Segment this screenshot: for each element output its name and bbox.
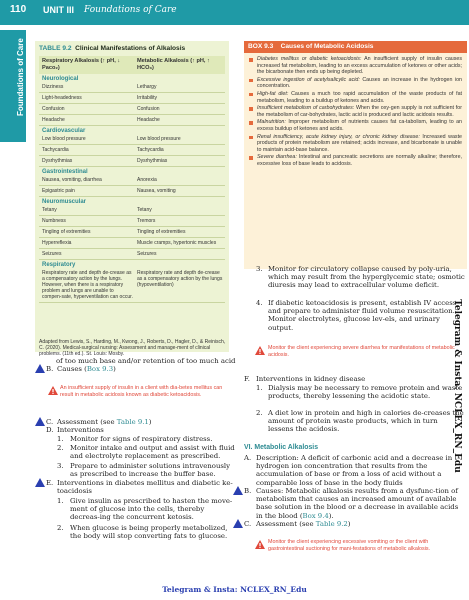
- bullet-icon: [249, 156, 253, 160]
- list-item-term: Insufficient metabolism of carbohydrates:: [257, 105, 355, 112]
- table-row: [39, 175, 225, 186]
- list-item-term: Severe diarrhea:: [257, 154, 297, 161]
- alert-vomiting: Monitor the client experiencing excessive vomiting or the client with gastrointestinal suctioning for mani-festations of metabolic alkalosis.: [268, 539, 431, 552]
- box-label: BOX 9.3: [248, 43, 274, 50]
- table-section-heading: Respiratory: [42, 262, 76, 268]
- table-row: [39, 156, 225, 167]
- table-cell: Headache: [42, 117, 65, 123]
- list-item-text: Causes an increase in the hydrogen ion concentration.: [257, 76, 462, 90]
- table-cell: Irritability: [137, 95, 158, 101]
- table-header-row: [39, 56, 225, 74]
- table-section-heading: Neurological: [42, 76, 79, 82]
- table-row: [39, 82, 225, 93]
- warning-triangle-icon: [35, 364, 45, 373]
- table-cell: Tetany: [137, 207, 152, 213]
- table-cell: Epigastric pain: [42, 188, 75, 194]
- table-cell: Lethargy: [137, 84, 157, 90]
- paragraph-intro: of too much base and/or retention of too much acid: [56, 357, 236, 365]
- table-section-heading: Neuromuscular: [42, 199, 87, 205]
- bullet-icon: [249, 58, 253, 62]
- list-item-text: Increased waste products of protein metabolism are retained; acids increase, and bicarbonate is unable to maintain acid-base balance.: [257, 133, 462, 153]
- table-cell: Dysrhythmias: [137, 158, 168, 164]
- table-row: [39, 227, 225, 238]
- alert-icon: [255, 346, 265, 355]
- table-section-heading: Gastrointestinal: [42, 169, 88, 175]
- bullet-icon: [249, 121, 253, 125]
- list-item-term: Malnutrition:: [257, 119, 286, 126]
- table-row: [39, 134, 225, 145]
- list-item-text: An insufficient supply of insulin causes increased fat metabolism, leading to an excess accumulation of ketones or other acids; the bicarbonate then ends up being depleted.: [257, 56, 462, 76]
- list-item: [248, 134, 462, 154]
- table-cell: Muscle cramps, hypertonic muscles: [137, 240, 217, 246]
- table-col-header-metabolic: Metabolic Alkalosis (↑ pH, ↑ HCO₃): [137, 58, 210, 71]
- side-tab: [0, 30, 26, 142]
- table-cell: Anorexia: [137, 177, 157, 183]
- table-9-1-link[interactable]: Table 9.1: [116, 418, 149, 426]
- table-row: [39, 93, 225, 104]
- list-item: [248, 154, 462, 167]
- list-item-text: When the oxy-gen supply is not sufficient for the metabolism of car-bohydrates, lactic acid is produced and lactic acidosis results.: [257, 105, 462, 118]
- bullet-icon: [249, 136, 253, 140]
- table-row: [39, 205, 225, 216]
- box-title: [248, 43, 373, 50]
- table-row: [39, 216, 225, 227]
- table-cell: Tingling of extremities: [137, 229, 186, 235]
- table-cell: Confusion: [137, 106, 160, 112]
- table-cell: Respiratory rate and depth de-crease as a compensatory action by the lungs. However, when there is a respiratory problem and lungs are unable to compen-sate, hyperventilation can occur.: [42, 270, 133, 300]
- box-9-3: [244, 41, 467, 269]
- list-item-term: Excessive ingestion of acetylsalicylic acid:: [257, 76, 360, 83]
- table-9-2-link[interactable]: Table 9.2: [315, 520, 348, 528]
- bullet-icon: [249, 93, 253, 97]
- alert-icon: [255, 540, 265, 549]
- right-watermark-text: Telegram & Insta: NCLEX_RN_Edu: [452, 299, 462, 473]
- table-cell: Low blood pressure: [42, 136, 86, 142]
- table-cell: Nausea, vomiting, diarrhea: [42, 177, 102, 183]
- table-label: TABLE 9.2: [39, 45, 72, 52]
- table-cell: Tachycardia: [42, 147, 69, 153]
- table-row: [39, 104, 225, 115]
- list-item: [248, 105, 462, 118]
- list-item: [248, 77, 462, 90]
- table-cell: Hyperreflexia: [42, 240, 72, 246]
- list-item: [248, 91, 462, 104]
- box-9-3-link[interactable]: Box 9.3: [86, 365, 114, 373]
- box-list: [248, 56, 462, 169]
- section-heading-metabolic-alkalosis: VI. Metabolic Alkalosis: [244, 444, 319, 451]
- list-item-term: Diabetes mellitus or diabetic ketoacidosis:: [257, 56, 362, 62]
- warning-triangle-icon: [35, 417, 45, 426]
- table-cell: Respiratory rate and depth de-crease as a compensatory action by the lungs (hypoventilation): [137, 270, 223, 288]
- table-9-2: [35, 41, 229, 357]
- table-cell: Numbness: [42, 218, 66, 224]
- table-cell: Tremors: [137, 218, 156, 224]
- table-cell: Dizziness: [42, 84, 64, 90]
- table-title-text: Clinical Manifestations of Alkalosis: [75, 45, 186, 52]
- list-item-term: Renal insufficiency, acute kidney injury, or chronic kidney disease:: [257, 133, 420, 140]
- table-cell: Tetany: [42, 207, 57, 213]
- table-cell: Dysrhythmias: [42, 158, 73, 164]
- list-item: [248, 56, 462, 76]
- table-cell: Tingling of extremities: [42, 229, 91, 235]
- item-label: B.: [46, 365, 54, 373]
- table-cell: Low blood pressure: [137, 136, 181, 142]
- table-row: [39, 145, 225, 156]
- list-item-term: High-fat diet:: [257, 90, 289, 97]
- bullet-icon: [249, 79, 253, 83]
- unit-topic: Foundations of Care: [84, 5, 177, 15]
- list-item-text: Improper metabolism of nutrients causes fat ca-tabolism, leading to an excess buildup of ketones and acids.: [257, 119, 462, 132]
- table-cell: Seizures: [42, 251, 62, 257]
- alert-diabetes: An insufficient supply of insulin in a client with dia-betes mellitus can result in metabolic acidosis known as diabetic ketoacidosis.: [60, 385, 223, 398]
- table-row: [39, 238, 225, 249]
- table-body: [39, 56, 225, 303]
- page-number: 110: [10, 4, 27, 15]
- item-text: Causes (Box 9.3): [57, 365, 116, 373]
- table-cell: Confusion: [42, 106, 65, 112]
- list-item: [248, 119, 462, 132]
- table-cell: Seizures: [137, 251, 157, 257]
- table-title: [39, 45, 185, 52]
- box-title-text: Causes of Metabolic Acidosis: [280, 43, 374, 50]
- warning-triangle-icon: [233, 519, 243, 528]
- box-9-4-link[interactable]: Box 9.4: [302, 511, 329, 520]
- table-cell: Tachycardia: [137, 147, 164, 153]
- page-header: [0, 0, 469, 25]
- table-cell: Light-headedness: [42, 95, 82, 101]
- table-cell: Nausea, vomiting: [137, 188, 176, 194]
- bullet-icon: [249, 107, 253, 111]
- page-footer: Telegram & Insta: NCLEX_RN_Edu: [162, 585, 307, 594]
- table-row: [39, 115, 225, 126]
- list-item-text: Intestinal and pancreatic secretions are normally alkaline; therefore, excessive loss of base leads to acidosis.: [257, 154, 462, 167]
- alert-icon: [48, 386, 58, 395]
- alert-diarrhea: Monitor the client experiencing severe diarrhea for manifestations of metabolic acidosis.: [268, 345, 455, 358]
- list-item-text: Causes a much too rapid accumulation of the waste products of fat metabolism, leading to a buildup of ketones and acids.: [257, 90, 463, 104]
- table-col-header-respiratory: Respiratory Alkalosis (↑ pH, ↓ Paco₂): [42, 58, 121, 71]
- box-header: [244, 41, 467, 53]
- table-row: [39, 268, 225, 303]
- warning-triangle-icon: [35, 478, 45, 487]
- warning-triangle-icon: [233, 486, 243, 495]
- table-source: Adapted from Lewis, S., Harding, M., Kwong, J., Roberts, D., Hagler, D., & Reinisch, C. (2020). Medical-surgical nursing: Assessment and manage-ment of clinical problems. (11th ed.). St. Louis: Mosby.: [39, 339, 226, 357]
- table-cell: Headache: [137, 117, 160, 123]
- table-row: [39, 249, 225, 260]
- table-section-heading: Cardiovascular: [42, 128, 86, 134]
- side-tab-label: Foundations of Care: [16, 38, 25, 116]
- unit-label: UNIT III: [43, 5, 74, 15]
- table-row: [39, 186, 225, 197]
